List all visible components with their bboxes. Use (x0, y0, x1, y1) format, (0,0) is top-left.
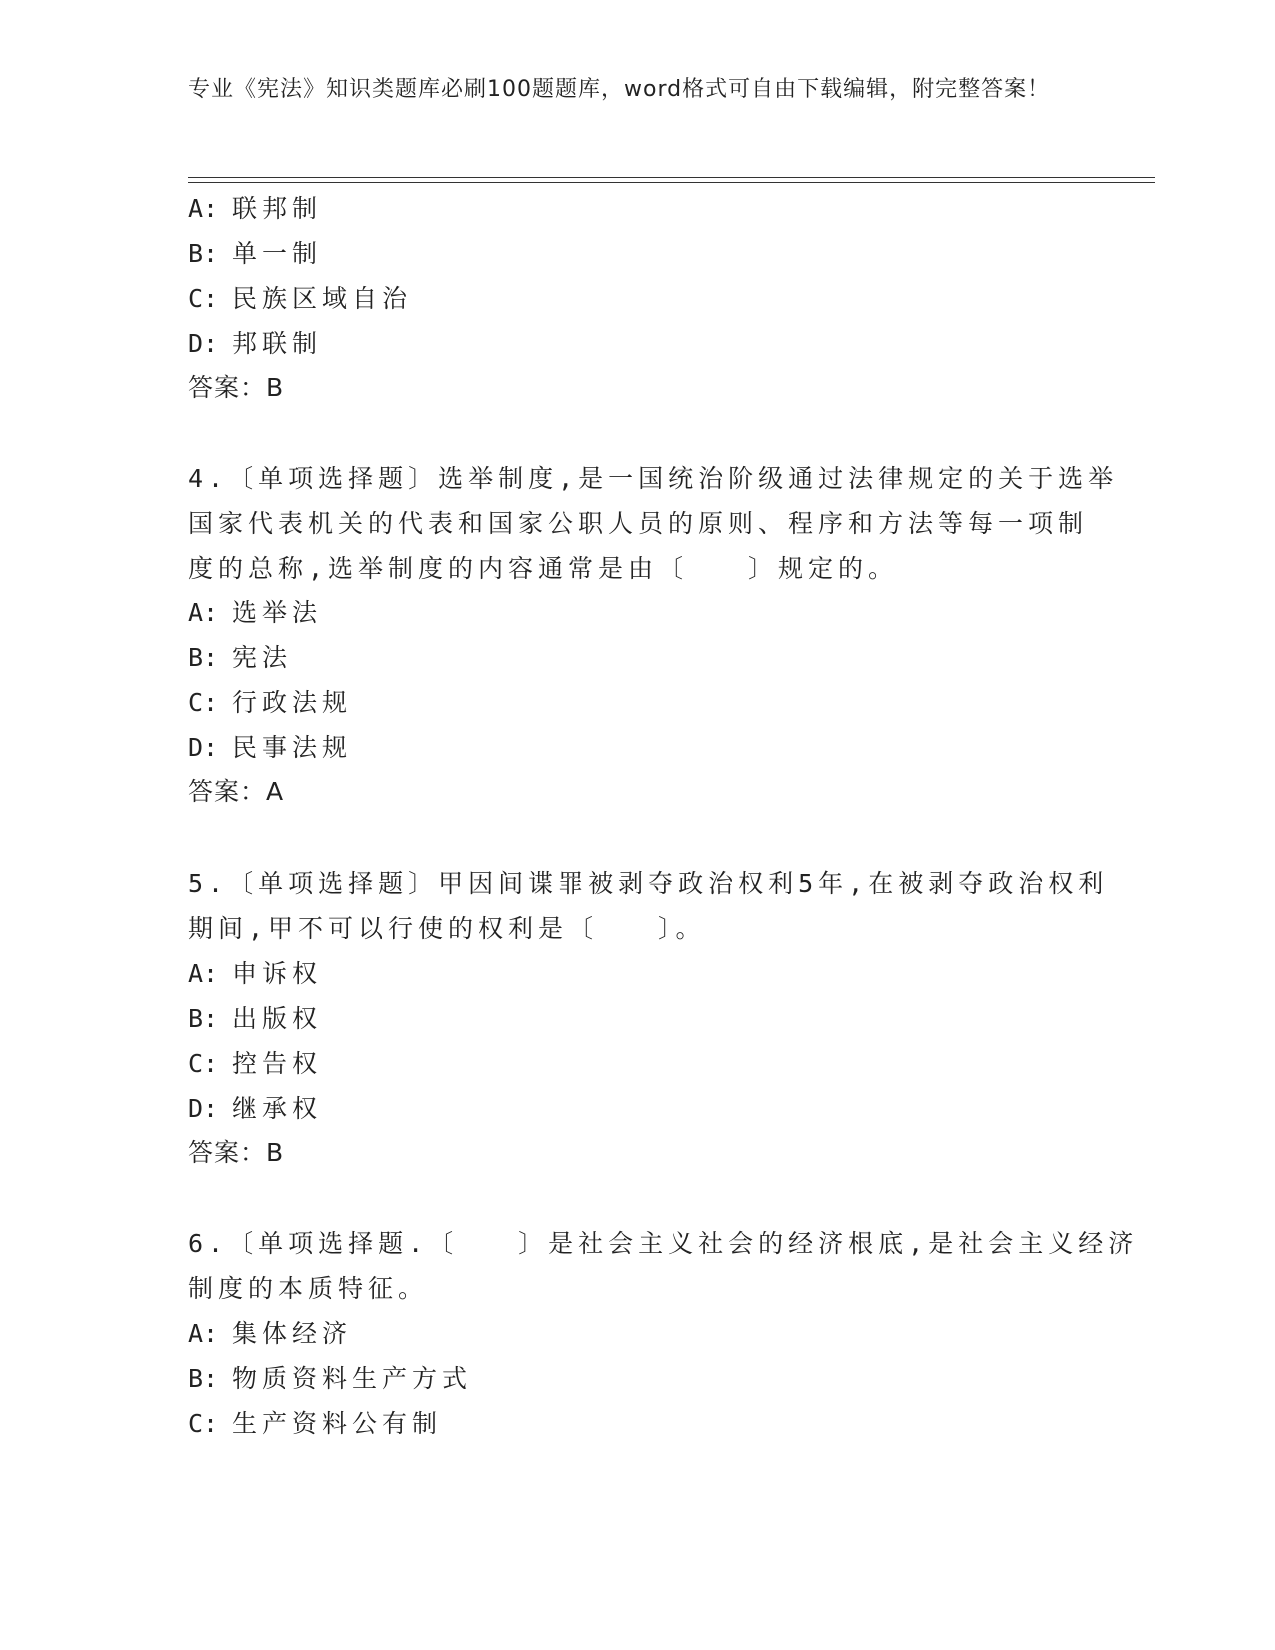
q6-stem-line-2: 制度的本质特征。 (188, 1274, 429, 1303)
option-letter: A: (188, 194, 219, 223)
q6-option-c (188, 1409, 442, 1439)
q4-option-a (188, 598, 322, 628)
q4-answer: 答案：A (188, 777, 285, 806)
option-letter: D: (188, 1094, 219, 1123)
q3-option-a (188, 194, 322, 224)
option-text: 申诉权 (232, 959, 323, 988)
option-text: 控告权 (232, 1049, 323, 1078)
option-text: 出版权 (232, 1004, 323, 1033)
option-text: 集体经济 (232, 1319, 353, 1348)
q3-option-b (188, 239, 322, 269)
option-text: 宪法 (232, 643, 293, 672)
q4-stem-line-3: 度的总称,选举制度的内容通常是由〔 〕规定的。 (188, 554, 899, 583)
option-text: 联邦制 (232, 194, 323, 223)
option-letter: D: (188, 329, 219, 358)
option-letter: C: (188, 688, 219, 717)
option-letter: C: (188, 1409, 219, 1438)
q5-option-b (188, 1004, 322, 1034)
q3-answer: 答案：B (188, 373, 285, 402)
q5-answer: 答案：B (188, 1138, 285, 1167)
option-letter: A: (188, 959, 219, 988)
option-letter: B: (188, 1364, 219, 1393)
option-text: 民族区域自治 (232, 284, 413, 313)
q4-stem-line-1: 4.〔单项选择题〕选举制度,是一国统治阶级通过法律规定的关于选举 (188, 464, 1119, 493)
option-letter: D: (188, 733, 219, 762)
q5-option-d (188, 1094, 322, 1124)
q5-option-c (188, 1049, 322, 1079)
q4-option-c (188, 688, 352, 718)
q6-option-b (188, 1364, 472, 1394)
q5-option-a (188, 959, 322, 989)
option-letter: C: (188, 1049, 219, 1078)
header-rule-top (188, 177, 1155, 178)
option-letter: B: (188, 239, 219, 268)
q5-stem-line-2: 期间,甲不可以行使的权利是〔 〕。 (188, 914, 706, 943)
option-letter: A: (188, 1319, 219, 1348)
option-letter: A: (188, 598, 219, 627)
option-text: 单一制 (232, 239, 323, 268)
q6-option-a (188, 1319, 352, 1349)
option-text: 继承权 (232, 1094, 323, 1123)
option-text: 物质资料生产方式 (232, 1364, 473, 1393)
header-rule-bottom (188, 182, 1155, 183)
q6-stem-line-1: 6.〔单项选择题.〔 〕是社会主义社会的经济根底,是社会主义经济 (188, 1229, 1139, 1258)
q4-option-b (188, 643, 292, 673)
q3-option-c (188, 284, 412, 314)
option-text: 邦联制 (232, 329, 323, 358)
option-text: 行政法规 (232, 688, 353, 717)
q4-stem-line-2: 国家代表机关的代表和国家公职人员的原则、程序和方法等每一项制 (188, 509, 1089, 538)
q5-stem-line-1: 5.〔单项选择题〕甲因间谍罪被剥夺政治权利5年,在被剥夺政治权利 (188, 869, 1109, 898)
option-text: 生产资料公有制 (232, 1409, 443, 1438)
q4-option-d (188, 733, 352, 763)
q3-option-d (188, 329, 322, 359)
option-letter: B: (188, 1004, 219, 1033)
option-text: 民事法规 (232, 733, 353, 762)
option-letter: C: (188, 284, 219, 313)
option-text: 选举法 (232, 598, 323, 627)
option-letter: B: (188, 643, 219, 672)
document-header: 专业《宪法》知识类题库必刷100题题库，word格式可自由下载编辑，附完整答案！ (188, 77, 1051, 102)
